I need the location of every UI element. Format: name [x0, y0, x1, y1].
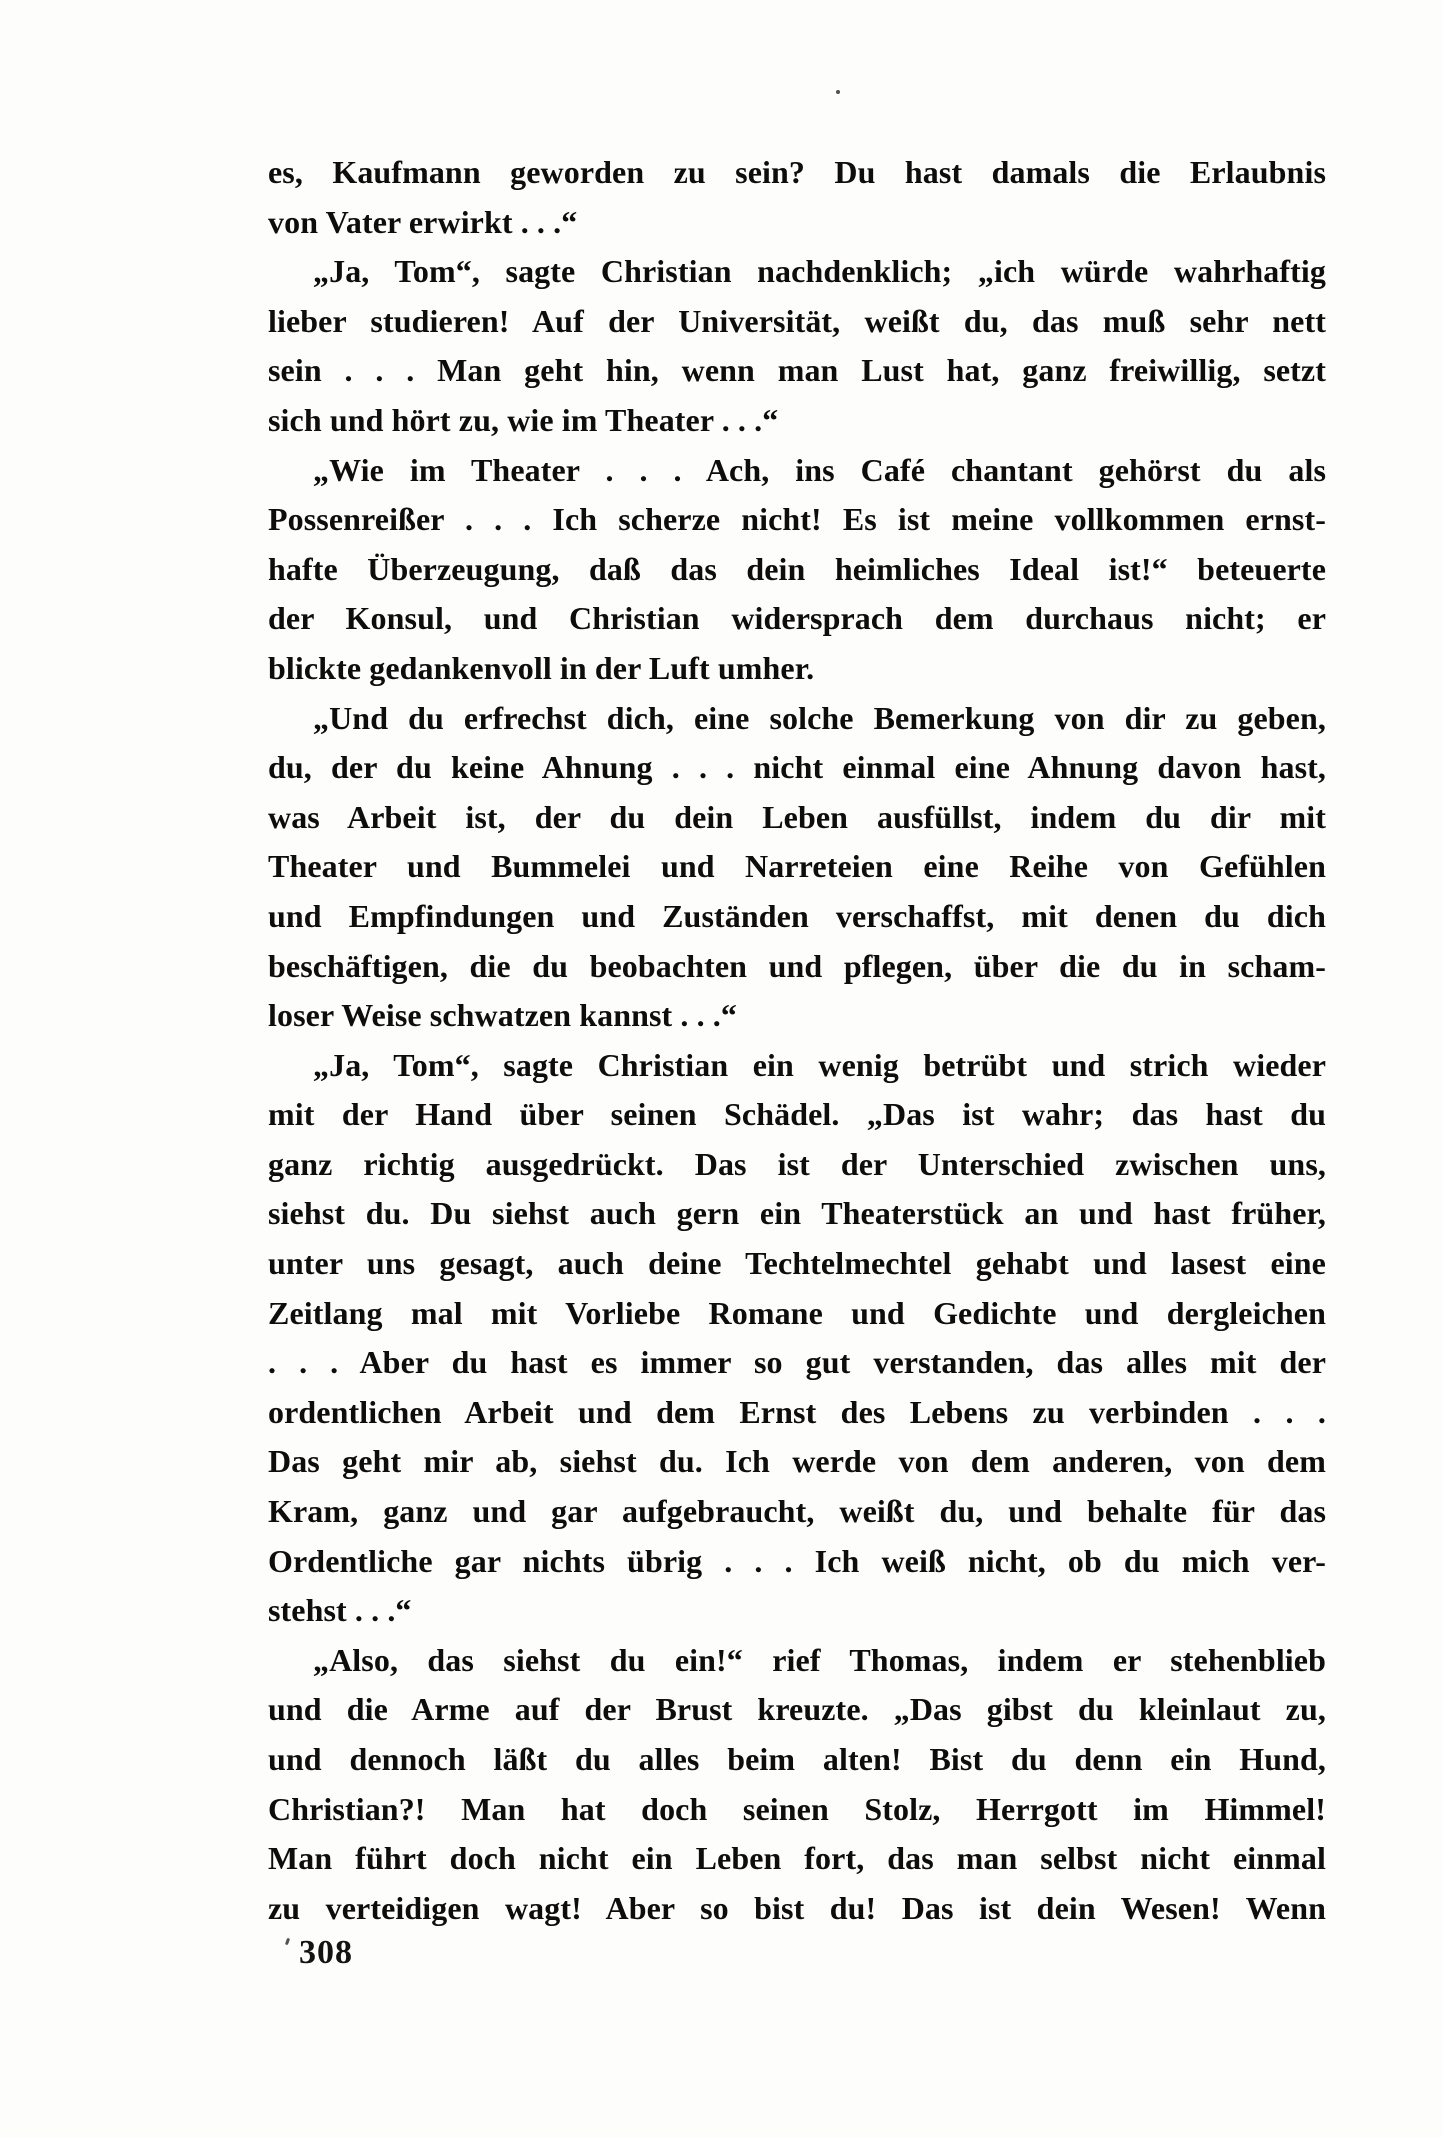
- text-line: unter uns gesagt, auch deine Techtelmechtel gehabt und lasest eine: [268, 1245, 1326, 1282]
- text-line: loser Weise schwatzen kannst . . .“: [268, 997, 737, 1034]
- text-line: stehst . . .“: [268, 1592, 412, 1629]
- text-line: von Vater erwirkt . . .“: [268, 203, 578, 240]
- text-line: „Ja, Tom“, sagte Christian nachdenklich; „ich würde wahrhaftig: [313, 253, 1326, 290]
- text-line: und dennoch läßt du alles beim alten! Bist du denn ein Hund,: [268, 1741, 1326, 1777]
- text-line: „Und du erfrechst dich, eine solche Bemerkung von dir zu geben,: [313, 699, 1326, 736]
- text-line: zu verteidigen wagt! Aber so bist du! Das ist dein Wesen! Wenn: [268, 1889, 1326, 1926]
- text-line: ganz richtig ausgedrückt. Das ist der Unterschied zwischen uns,: [268, 1145, 1326, 1182]
- text-line: sein . . . Man geht hin, wenn man Lust hat, ganz freiwillig, setzt: [268, 352, 1326, 389]
- scan-speckle: [285, 1938, 290, 1946]
- scan-speckle: [836, 90, 840, 94]
- text-line: lieber studieren! Auf der Universität, weißt du, das muß sehr nett: [268, 302, 1326, 339]
- text-line: „Also, das siehst du ein!“ rief Thomas, indem er stehenblieb: [313, 1641, 1326, 1678]
- text-line: . . . Aber du hast es immer so gut verstanden, das alles mit der: [268, 1344, 1326, 1381]
- text-line: „Ja, Tom“, sagte Christian ein wenig betrübt und strich wieder: [313, 1046, 1326, 1083]
- text-block: [268, 148, 1326, 1933]
- text-line: und Empfindungen und Zuständen verschaffst, mit denen du dich: [268, 897, 1326, 934]
- text-line: was Arbeit ist, der du dein Leben ausfüllst, indem du dir mit: [268, 798, 1326, 835]
- text-line: „Wie im Theater . . . Ach, ins Café chantant gehörst du als: [313, 451, 1326, 488]
- text-line: blickte gedankenvoll in der Luft umher.: [268, 649, 815, 686]
- text-line: und die Arme auf der Brust kreuzte. „Das gibst du kleinlaut zu,: [268, 1691, 1326, 1728]
- text-line: du, der du keine Ahnung . . . nicht einmal eine Ahnung davon hast,: [268, 749, 1326, 786]
- text-line: Das geht mir ab, siehst du. Ich werde von dem anderen, von dem: [268, 1443, 1326, 1480]
- text-line: mit der Hand über seinen Schädel. „Das ist wahr; das hast du: [268, 1096, 1326, 1133]
- text-line: siehst du. Du siehst auch gern ein Theaterstück an und hast früher,: [268, 1195, 1326, 1232]
- text-line: Kram, ganz und gar aufgebraucht, weißt du, und behalte für das: [268, 1493, 1326, 1530]
- text-line: ordentlichen Arbeit und dem Ernst des Lebens zu verbinden . . .: [268, 1393, 1326, 1430]
- text-line: sich und hört zu, wie im Theater . . .“: [268, 401, 779, 438]
- text-line: Christian?! Man hat doch seinen Stolz, Herrgott im Himmel!: [268, 1790, 1326, 1827]
- text-line: Possenreißer . . . Ich scherze nicht! Es ist meine vollkommen ernst-: [268, 501, 1326, 538]
- text-line: es, Kaufmann geworden zu sein? Du hast damals die Erlaubnis: [268, 154, 1326, 190]
- text-line: Zeitlang mal mit Vorliebe Romane und Gedichte und dergleichen: [268, 1294, 1326, 1331]
- text-line: Ordentliche gar nichts übrig . . . Ich weiß nicht, ob du mich ver-: [268, 1542, 1326, 1579]
- page-number: 308: [299, 1934, 353, 1971]
- text-line: beschäftigen, die du beobachten und pflegen, über die du in scham-: [268, 947, 1326, 984]
- text-line: Theater und Bummelei und Narreteien eine Reihe von Gefühlen: [268, 848, 1326, 885]
- text-line: hafte Überzeugung, daß das dein heimliches Ideal ist!“ beteuerte: [268, 550, 1326, 587]
- text-line: der Konsul, und Christian widersprach dem durchaus nicht; er: [268, 600, 1326, 637]
- text-line: Man führt doch nicht ein Leben fort, das man selbst nicht einmal: [268, 1840, 1326, 1877]
